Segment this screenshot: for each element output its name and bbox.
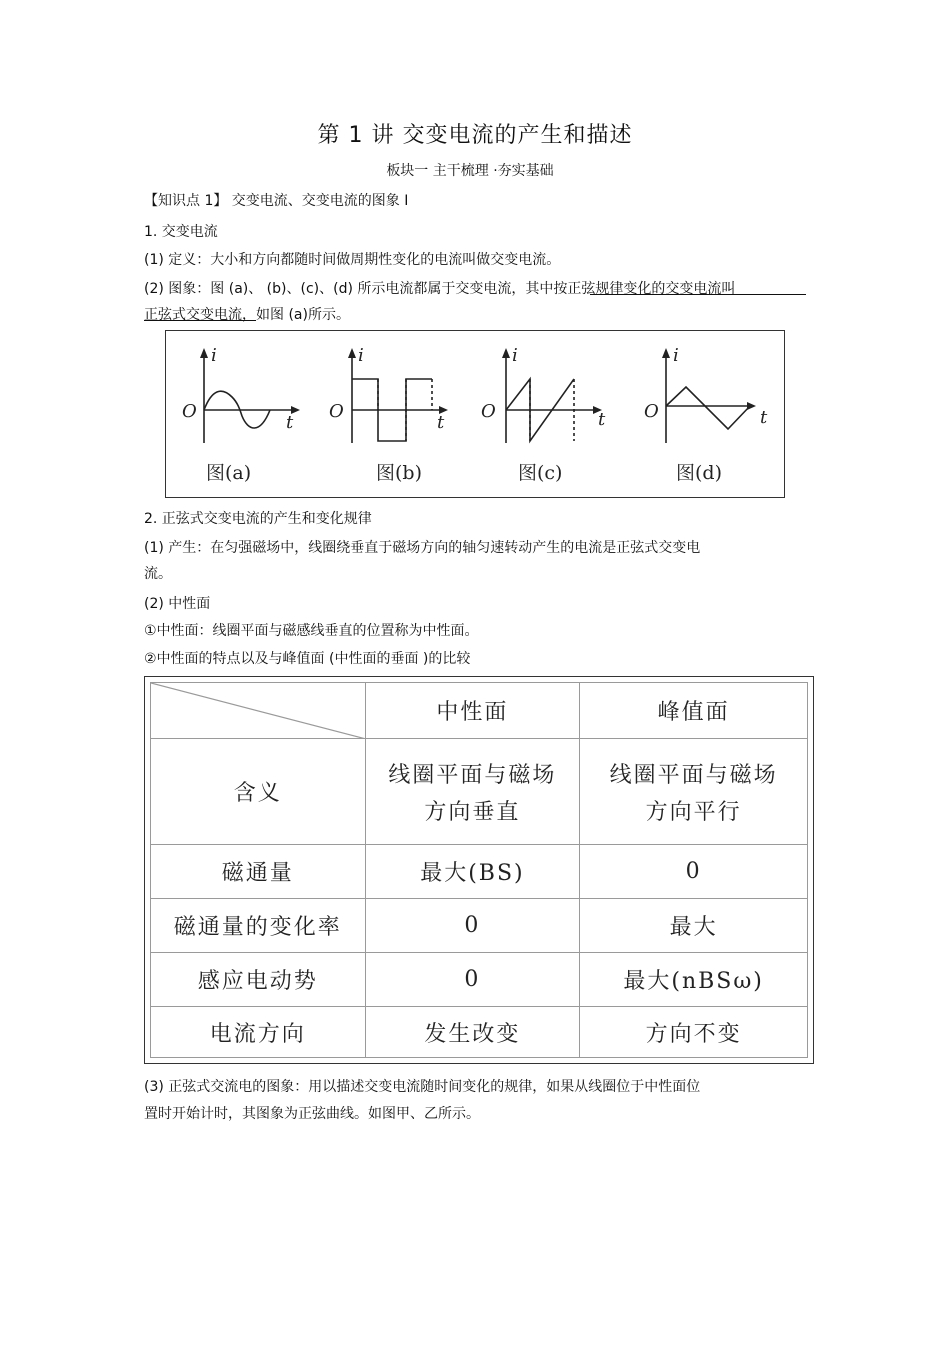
section2-production-line1: (1) 产生：在匀强磁场中，线圈绕垂直于磁场方向的轴匀速转动产生的电流是正弦式交变电 [144, 540, 701, 556]
caption-d: 图(d) [676, 462, 722, 484]
page-subtitle: 板块一 主干梳理 ·夯实基础 [386, 163, 554, 179]
header-peak: 峰值面 [580, 683, 808, 739]
cell-line: 方向平行 [645, 799, 742, 825]
header-neutral: 中性面 [365, 683, 580, 739]
axis-t-b: t [437, 412, 445, 433]
knowledge-point-heading: 【知识点 1】 交变电流、交变电流的图象 Ⅰ [144, 193, 409, 209]
origin-d: O [644, 401, 659, 422]
origin-c: O [481, 401, 496, 422]
row-label: 磁通量的变化率 [151, 899, 366, 953]
section3-line1: (3) 正弦式交流电的图象：用以描述交变电流随时间变化的规律，如果从线圈位于中性面位 [144, 1079, 701, 1095]
cell-line: 线圈平面与磁场 [388, 762, 557, 788]
section1-graph-line1: (2) 图象：图 (a)、 (b)、(c)、(d) 所示电流都属于交变电流，其中按正弦规律变化的交变电流叫 [144, 281, 736, 297]
row-label: 磁通量 [151, 845, 366, 899]
page-title: 第 1 讲 交变电流的产生和描述 [317, 123, 633, 148]
caption-c: 图(c) [518, 462, 563, 484]
section1-graph-line2 [144, 304, 350, 324]
row-label: 含义 [151, 739, 366, 845]
table-row [151, 739, 808, 845]
axis-t-a: t [286, 412, 294, 433]
axis-t-c: t [598, 409, 606, 430]
axis-i-c: i [512, 345, 518, 366]
cell-neutral: 0 [365, 899, 580, 953]
origin-b: O [329, 401, 344, 422]
section2-production-line2: 流。 [144, 566, 172, 582]
section1-heading: 1. 交变电流 [144, 224, 218, 240]
table-header-row [151, 683, 808, 739]
cell-peak: 最大 [580, 899, 808, 953]
cell-neutral: 0 [365, 953, 580, 1007]
axis-t-d: t [760, 407, 768, 428]
underline-rule [590, 294, 806, 295]
section3-line2: 置时开始计时，其图象为正弦曲线。如图甲、乙所示。 [144, 1106, 480, 1122]
table-row [151, 1007, 808, 1058]
compare-intro: ②中性面的特点以及与峰值面 (中性面的垂面 )的比较 [144, 651, 471, 667]
section2-heading: 2. 正弦式交变电流的产生和变化规律 [144, 511, 372, 527]
axis-i-a: i [211, 345, 217, 366]
cell-line: 方向垂直 [424, 799, 521, 825]
row-label: 电流方向 [151, 1007, 366, 1058]
underlined-term: 正弦式交变电流， [144, 307, 256, 323]
corner-cell [151, 683, 366, 739]
section1-definition: (1) 定义：大小和方向都随时间做周期性变化的电流叫做交变电流。 [144, 252, 561, 268]
cell-line: 线圈平面与磁场 [609, 762, 778, 788]
graph-line2-rest: 如图 (a)所示。 [256, 307, 350, 323]
cell-peak [580, 739, 808, 845]
caption-a: 图(a) [206, 462, 252, 484]
table-row [151, 953, 808, 1007]
origin-a: O [182, 401, 197, 422]
comparison-table [144, 676, 814, 1064]
cell-peak: 最大(nBSω) [580, 953, 808, 1007]
neutral-definition: ①中性面：线圈平面与磁感线垂直的位置称为中性面。 [144, 623, 479, 639]
caption-b: 图(b) [376, 462, 422, 484]
cell-neutral: 发生改变 [365, 1007, 580, 1058]
cell-neutral: 最大(BS) [365, 845, 580, 899]
row-label: 感应电动势 [151, 953, 366, 1007]
waveform-figure [165, 330, 785, 498]
table-row [151, 899, 808, 953]
table-row [151, 845, 808, 899]
axis-i-d: i [673, 345, 679, 366]
axis-i-b: i [358, 345, 364, 366]
neutral-heading: (2) 中性面 [144, 596, 211, 612]
cell-peak: 方向不变 [580, 1007, 808, 1058]
cell-neutral [365, 739, 580, 845]
cell-peak: 0 [580, 845, 808, 899]
